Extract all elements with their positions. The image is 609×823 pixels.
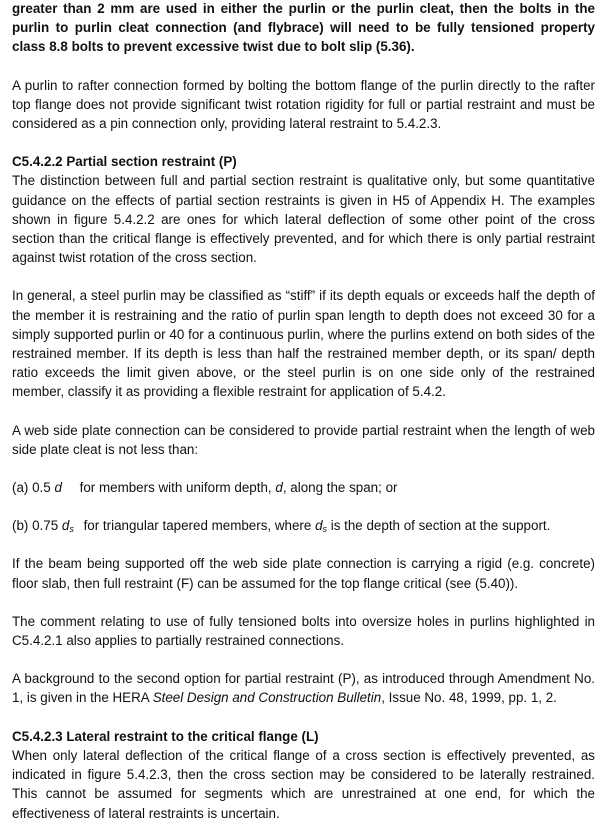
item-a-text-2: , along the span; or [282, 480, 398, 496]
section-heading-partial-restraint: C5.4.2.2 Partial section restraint (P) [12, 154, 237, 170]
para-6-text-pre: A background to the second option for partial restraint (P), as introduced through Amendment No. 1, is given in the HERA [12, 671, 595, 706]
partial-restraint-para-2: In general, a steel purlin may be classified as “stiff” if its depth equals or exceeds half the depth of the member it is restraining and the ratio of purlin span length to depth does not exceed 30 for a simply supported purlin or 40 for a continuous purlin, where the purlins extend on both sides of the restrained member. If its depth is less than half the restrained member depth, or its span/ depth ratio exceeds the limit given above, or the steel purlin is on one side only of the restrained member, classify it as providing a flexible restraint for application of 5.4.2. [12, 288, 595, 400]
item-b-label: (b) 0.75 [12, 518, 59, 534]
partial-restraint-para-1: The distinction between full and partial section restraint is qualitative only, but some quantitative guidance on the effects of partial section restraints is given in H5 of Appendix H. The examples shown in figure 5.4.2.2 are ones for which lateral deflection of some other point of the cross section than the critical flange is effectively prevented, and for which there is only partial restraint against twist rotation of the cross section. [12, 173, 595, 266]
item-a-variable-2: d [275, 480, 283, 496]
bulletin-title: Steel Design and Construction Bulletin [152, 690, 382, 706]
section-heading-lateral-restraint: C5.4.2.3 Lateral restraint to the critical flange (L) [12, 728, 319, 744]
continued-paragraph-bold: greater than 2 mm are used in either the purlin or the purlin cleat, then the bolts in the purlin to purlin cleat connection (and flybrace) will need to be fully tensioned property class 8.8 bolts to prevent excessive twist due to bolt slip (5.36). [12, 1, 595, 55]
partial-restraint-para-6 [12, 669, 595, 707]
item-b-text-1: for triangular tapered members, where [83, 518, 312, 534]
item-b-subscript-2: s [322, 524, 328, 535]
lateral-restraint-para-1: When only lateral deflection of the critical flange of a cross section is effectively prevented, as indicated in figure 5.4.2.3, then the cross section may be considered to be laterally restrained. This cannot be assumed for segments which are unrestrained at one end, for which the effectiveness of lateral restraints is uncertain. [12, 747, 595, 821]
partial-restraint-para-5: The comment relating to use of fully tensioned bolts into oversize holes in purlins highlighted in C5.4.2.1 also applies to partially restrained connections. [12, 613, 595, 649]
item-b-variable-2: d [315, 518, 323, 534]
list-item-a [12, 478, 595, 497]
para-6-text-post: , Issue No. 48, 1999, pp. 1, 2. [381, 690, 557, 706]
item-b-text-2: is the depth of section at the support. [330, 518, 551, 534]
item-b-variable: d [61, 518, 70, 534]
partial-restraint-para-3: A web side plate connection can be considered to provide partial restraint when the length of web side plate cleat is not less than: [12, 422, 595, 457]
item-a-label: (a) 0.5 [12, 480, 51, 496]
item-a-variable: d [54, 480, 62, 496]
purlin-rafter-paragraph: A purlin to rafter connection formed by bolting the bottom flange of the purlin directly to the rafter top flange does not provide significant twist rotation rigidity for full or partial restraint and must be considered as a pin connection only, providing lateral restraint to 5.4.2.3. [12, 77, 595, 132]
partial-restraint-para-4: If the beam being supported off the web side plate connection is carrying a rigid (e.g. concrete) floor slab, then full restraint (F) can be assumed for the top flange critical (see (5.40)). [12, 556, 595, 591]
item-a-text-1: for members with uniform depth, [79, 480, 272, 496]
item-b-subscript: s [69, 524, 74, 535]
list-item-b [12, 516, 595, 535]
